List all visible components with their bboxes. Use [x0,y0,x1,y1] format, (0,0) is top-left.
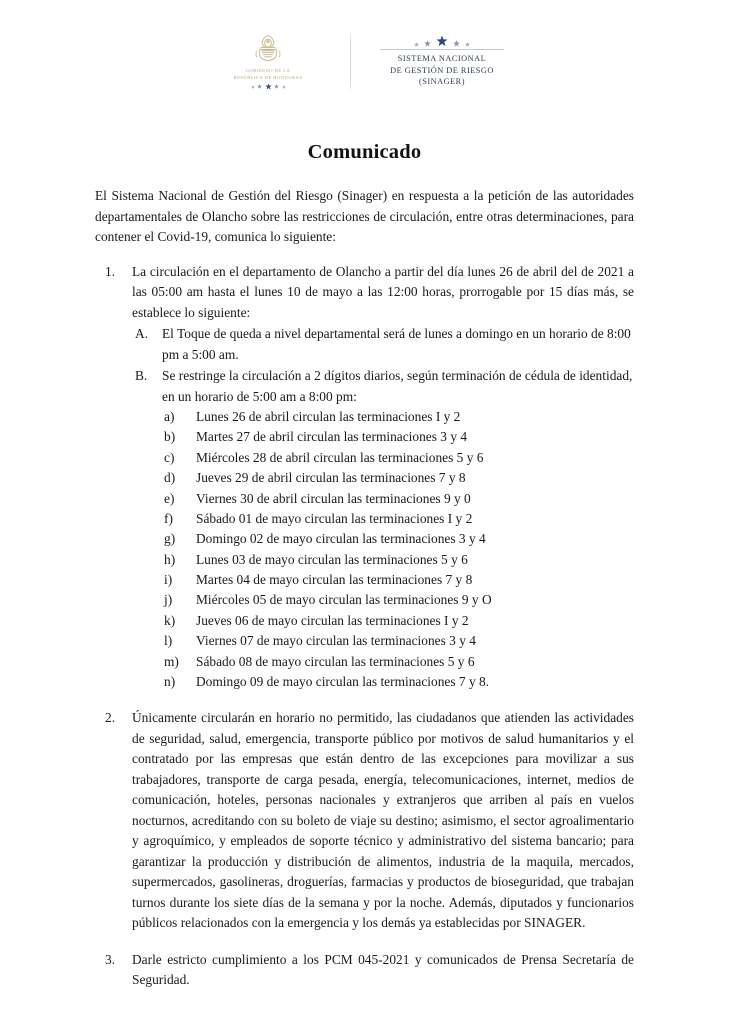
list-item [162,652,634,672]
sinager-line-2: DE GESTIÓN DE RIESGO [390,65,494,75]
day-text: Lunes 03 de mayo circulan las terminaciones 5 y 6 [196,551,468,567]
list-item-3 [95,950,634,991]
list-item [162,407,634,427]
list-item [162,509,634,529]
list-item-1 [95,262,634,693]
day-marker: m) [164,653,179,669]
document-body [95,186,634,991]
day-text: Viernes 30 de abril circulan las terminaciones 9 y 0 [196,490,471,506]
list-item-text: La circulación en el departamento de Olancho a partir del día lunes 26 de abril del de 2021 a las 05:00 am hasta el lunes 10 de mayo a las 12:00 horas, prorrogable por 15 días más, se establece lo siguiente: [132,263,634,320]
day-marker: j) [164,592,173,608]
crest-line-1: GOBIERNO DE LA [245,67,291,73]
star-medium-icon [257,84,262,89]
day-text: Miércoles 05 de mayo circulan las terminaciones 9 y O [196,592,492,608]
star-medium-icon [424,40,431,47]
day-marker: n) [164,673,176,689]
day-text: Domingo 02 de mayo circulan las terminaciones 3 y 4 [196,531,486,547]
day-marker: e) [164,490,175,506]
day-marker: a) [164,409,175,424]
day-schedule-list [162,407,634,692]
day-text: Jueves 29 de abril circulan las terminaciones 7 y 8 [196,470,466,486]
list-item [162,427,634,447]
sinager-line-1: SISTEMA NACIONAL [397,53,487,63]
list-item [162,489,634,509]
crest-stars [251,83,286,90]
list-item [162,672,634,692]
day-text: Viernes 07 de mayo circulan las terminaciones 3 y 4 [196,633,476,649]
lettered-sublist [132,324,634,692]
sublist-item-b [132,366,634,692]
list-item [162,550,634,570]
star-large-icon [265,83,272,90]
numbered-list [95,262,634,991]
letterhead-divider [350,30,351,92]
list-item-2 [95,708,634,934]
list-marker: 2. [105,710,116,726]
day-text: Sábado 08 de mayo circulan las terminaciones 5 y 6 [196,653,475,669]
sublist-item-a [132,324,634,365]
list-item [162,468,634,488]
list-item [162,570,634,590]
star-small-icon [282,85,286,89]
day-text: Sábado 01 de mayo circulan las terminaciones I y 2 [196,510,473,526]
list-item [162,631,634,651]
day-marker: b) [164,429,176,445]
honduras-coat-of-arms-icon [251,32,285,66]
list-item-text: Únicamente circularán en horario no permitido, las ciudadanos que atienden las actividades de seguridad, salud, emergencia, transporte público por motivos de salud humanitarios y el contratado por las empresas que están dentro de las excepciones para movilizar a sus trabajadores, transporte de carga pesada, energía, telecomunicaciones, internet, medios de comunicación, hoteles, personas nacionales y extranjeros que arriben al país en vuelos nocturnos, acreditando con su boleto de viaje su destino; asimismo, el sector agroalimentario y agroquímico, y empleados de soporte técnico y administrativo del sistema bancario; para garantizar la producción y distribución de alimentos, industria de la maquila, mercados, supermercados, gasolineras, droguerías, farmacias y productos de bioseguridad, que trabajan turnos durante los siete días de la semana y por la noche. Además, diputados y funcionarios públicos relacionados con la emergencia y los demás ya establecidas por SINAGER. [132,710,634,931]
list-item-text: Darle estricto cumplimiento a los PCM 045-2021 y comunicados de Prensa Secretaría de Seguridad. [132,951,634,988]
day-marker: d) [164,470,176,486]
day-text: Martes 04 de mayo circulan las terminaciones 7 y 8 [196,572,473,587]
day-text: Lunes 26 de abril circulan las terminaciones I y 2 [196,409,461,424]
sinager-logo [367,34,517,88]
sublist-item-text: Se restringe la circulación a 2 dígitos diarios, según terminación de cédula de identidad, en un horario de 5:00 am a 8:00 pm: [162,368,633,404]
day-marker: i) [164,572,173,587]
day-marker: c) [164,449,175,465]
day-marker: k) [164,612,176,628]
letterhead [0,0,729,88]
list-item [162,590,634,610]
day-text: Domingo 09 de mayo circulan las terminaciones 7 y 8. [196,673,490,689]
star-medium-icon [274,84,279,89]
sinager-rule [380,49,504,50]
day-marker: h) [164,551,176,567]
star-small-icon [251,85,255,89]
crest-line-2: REPÚBLICA DE HONDURAS [233,74,303,80]
sublist-marker: B. [135,368,148,383]
star-medium-icon [453,40,460,47]
sublist-marker: A. [135,326,149,341]
star-small-icon [414,42,419,47]
sinager-stars [414,34,470,47]
day-marker: l) [164,633,173,649]
day-marker: f) [164,510,173,526]
list-item [162,448,634,468]
day-text: Miércoles 28 de abril circulan las terminaciones 5 y 6 [196,449,484,465]
star-large-icon [436,35,448,47]
day-marker: g) [164,531,176,547]
star-small-icon [465,42,470,47]
list-item [162,529,634,549]
sinager-line-3: (SINAGER) [419,77,465,87]
intro-paragraph: El Sistema Nacional de Gestión del Riesgo (Sinager) en respuesta a la petición de las autoridades departamentales de Olancho sobre las restricciones de circulación, entre otras determinaciones, para contener el Covid-19, comunica lo siguiente: [95,188,634,244]
list-marker: 1. [105,263,116,279]
day-text: Jueves 06 de mayo circulan las terminaciones I y 2 [196,612,469,628]
list-item [162,611,634,631]
day-text: Martes 27 de abril circulan las terminaciones 3 y 4 [196,429,468,445]
honduras-government-logo [212,32,334,90]
page-title: Comunicado [307,141,422,163]
sublist-item-text: El Toque de queda a nivel departamental será de lunes a domingo en un horario de 8:00 pm a 5:00 am. [162,326,631,362]
list-marker: 3. [105,951,116,967]
